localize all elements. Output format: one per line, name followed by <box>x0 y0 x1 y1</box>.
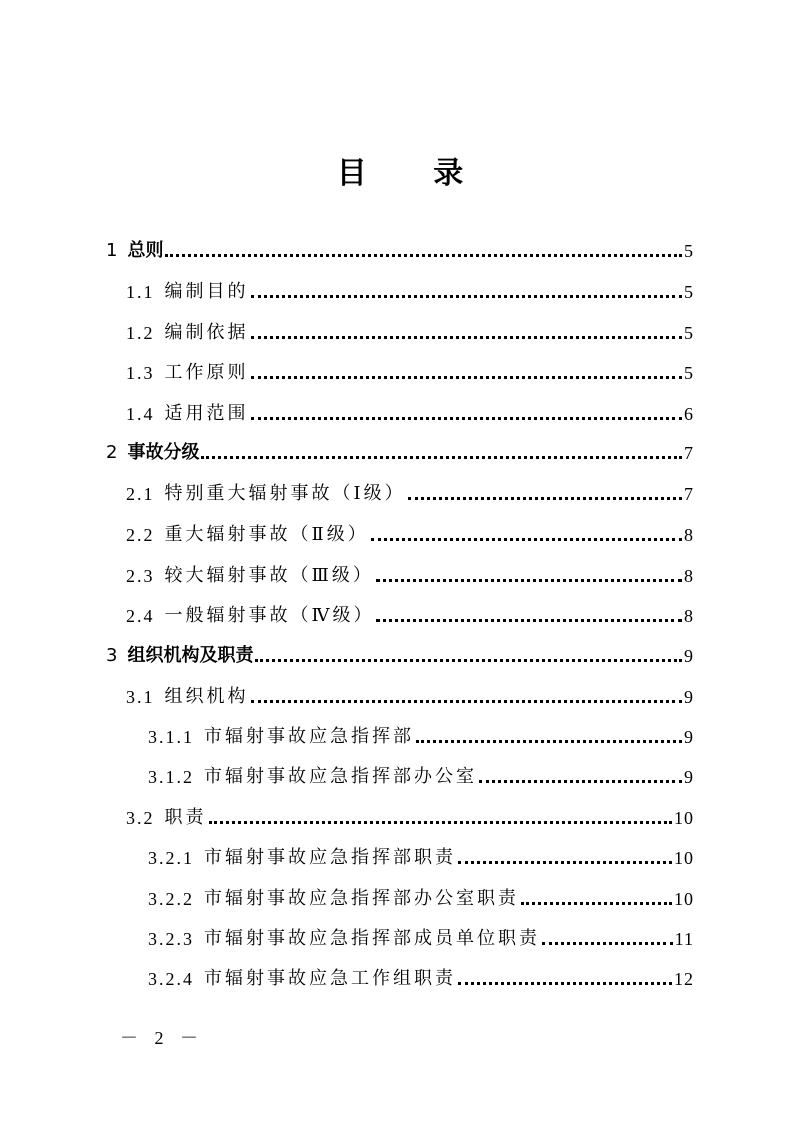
toc-entry-page: 10 <box>674 808 694 828</box>
toc-entry[interactable] <box>148 764 694 790</box>
toc-entry-title: 事故分级 <box>127 442 200 463</box>
toc-entry[interactable] <box>148 926 694 952</box>
dot-leader <box>458 982 672 985</box>
toc-entry[interactable] <box>126 320 694 346</box>
dot-leader <box>458 861 672 864</box>
dot-leader <box>255 659 682 662</box>
toc-entry-title: 市辐射事故应急指挥部 <box>204 726 414 747</box>
toc-entry-title: 市辐射事故应急指挥部办公室职责 <box>204 888 519 909</box>
toc-entry-title: 市辐射事故应急工作组职责 <box>204 968 456 989</box>
toc-entry-title: 职责 <box>164 807 207 828</box>
toc-entry-page: 8 <box>684 525 694 545</box>
dot-leader <box>542 942 673 945</box>
toc-entry-title: 特别重大辐射事故（Ⅰ级） <box>164 483 406 504</box>
dot-leader <box>251 336 683 339</box>
toc-entry-page: 9 <box>684 687 694 707</box>
toc-title: 目 录 <box>336 156 492 191</box>
toc-entry[interactable] <box>126 684 694 710</box>
toc-entry-title: 较大辐射事故（Ⅲ级） <box>164 565 374 586</box>
toc-entry-page: 5 <box>684 323 694 343</box>
toc-entry-title: 总则 <box>127 240 164 261</box>
toc-entry-number: 1.1 <box>126 282 155 302</box>
toc-entry[interactable] <box>148 845 694 871</box>
toc-entry-page: 7 <box>684 443 694 463</box>
toc-entry-number: 3.2 <box>126 808 155 828</box>
toc-entry-title: 编制目的 <box>164 281 249 302</box>
toc-entry-page: 7 <box>684 484 694 504</box>
toc-entry-title: 市辐射事故应急指挥部职责 <box>204 847 456 868</box>
toc-entry-title: 组织机构及职责 <box>127 645 254 666</box>
page-number-footer: － 2 － <box>120 1028 204 1048</box>
toc-entry[interactable] <box>148 966 694 992</box>
toc-entry-title: 组织机构 <box>164 686 249 707</box>
toc-entry-page: 5 <box>684 241 694 261</box>
toc-entry-number: 1.4 <box>126 404 155 424</box>
toc-entry[interactable] <box>126 603 694 629</box>
toc-entry-page: 12 <box>674 969 694 989</box>
toc-entry-number: 3.2.2 <box>148 889 194 909</box>
toc-entry-page: 10 <box>674 889 694 909</box>
toc-entry[interactable] <box>126 563 694 589</box>
toc-entry-page: 6 <box>684 404 694 424</box>
toc-entry-page: 11 <box>674 929 694 949</box>
toc-entry-number: 2 <box>106 442 118 463</box>
toc-entry[interactable] <box>106 238 694 264</box>
dot-leader <box>408 497 682 500</box>
toc-entry-title: 市辐射事故应急指挥部成员单位职责 <box>204 928 540 949</box>
toc-entry[interactable] <box>148 724 694 750</box>
toc-entry-number: 3.2.1 <box>148 848 194 868</box>
toc-entry-title: 适用范围 <box>164 403 249 424</box>
toc-entry-page: 5 <box>684 363 694 383</box>
dot-leader <box>521 902 672 905</box>
toc-entry-number: 3.1.2 <box>148 767 194 787</box>
dot-leader <box>376 579 682 582</box>
dot-leader <box>251 700 683 703</box>
dot-leader <box>416 740 682 743</box>
toc-entry-page: 8 <box>684 606 694 626</box>
toc-entry-title: 工作原则 <box>164 362 249 383</box>
dot-leader <box>251 417 683 420</box>
toc-entry-number: 2.2 <box>126 525 155 545</box>
toc-entry[interactable] <box>126 401 694 427</box>
toc-entry-page: 10 <box>674 848 694 868</box>
toc-entry-number: 2.4 <box>126 606 155 626</box>
toc-entry-title: 重大辐射事故（Ⅱ级） <box>164 524 369 545</box>
toc-entry-page: 5 <box>684 282 694 302</box>
dot-leader <box>371 538 682 541</box>
toc-entry-page: 9 <box>684 727 694 747</box>
dot-leader <box>251 295 683 298</box>
toc-entry-number: 3 <box>106 645 118 666</box>
toc-entry[interactable] <box>126 522 694 548</box>
toc-entry[interactable] <box>126 805 694 831</box>
toc-entry-page: 9 <box>684 646 694 666</box>
dot-leader <box>376 619 682 622</box>
toc-entry[interactable] <box>126 481 694 507</box>
toc-entry-number: 3.1 <box>126 687 155 707</box>
toc-entry-title: 市辐射事故应急指挥部办公室 <box>204 766 477 787</box>
dot-leader <box>201 456 682 459</box>
toc-entry-number: 2.1 <box>126 484 155 504</box>
toc-entry-title: 编制依据 <box>164 322 249 343</box>
dot-leader <box>251 376 683 379</box>
toc-entry[interactable] <box>126 279 694 305</box>
toc-entry-number: 2.3 <box>126 566 155 586</box>
dot-leader <box>165 254 682 257</box>
dot-leader <box>209 821 673 824</box>
toc-entry[interactable] <box>148 886 694 912</box>
toc-entry[interactable] <box>106 643 694 669</box>
toc-entry-number: 3.2.3 <box>148 929 194 949</box>
toc-entry[interactable] <box>106 440 694 466</box>
toc-entry-number: 3.2.4 <box>148 969 194 989</box>
toc-entry-number: 1 <box>106 240 118 261</box>
toc-entry-number: 1.3 <box>126 363 155 383</box>
toc-entry[interactable] <box>126 360 694 386</box>
toc-entry-page: 8 <box>684 566 694 586</box>
toc-entry-page: 9 <box>684 767 694 787</box>
toc-entry-title: 一般辐射事故（Ⅳ级） <box>164 605 375 626</box>
toc-entry-number: 3.1.1 <box>148 727 194 747</box>
dot-leader <box>479 780 682 783</box>
toc-entry-number: 1.2 <box>126 323 155 343</box>
